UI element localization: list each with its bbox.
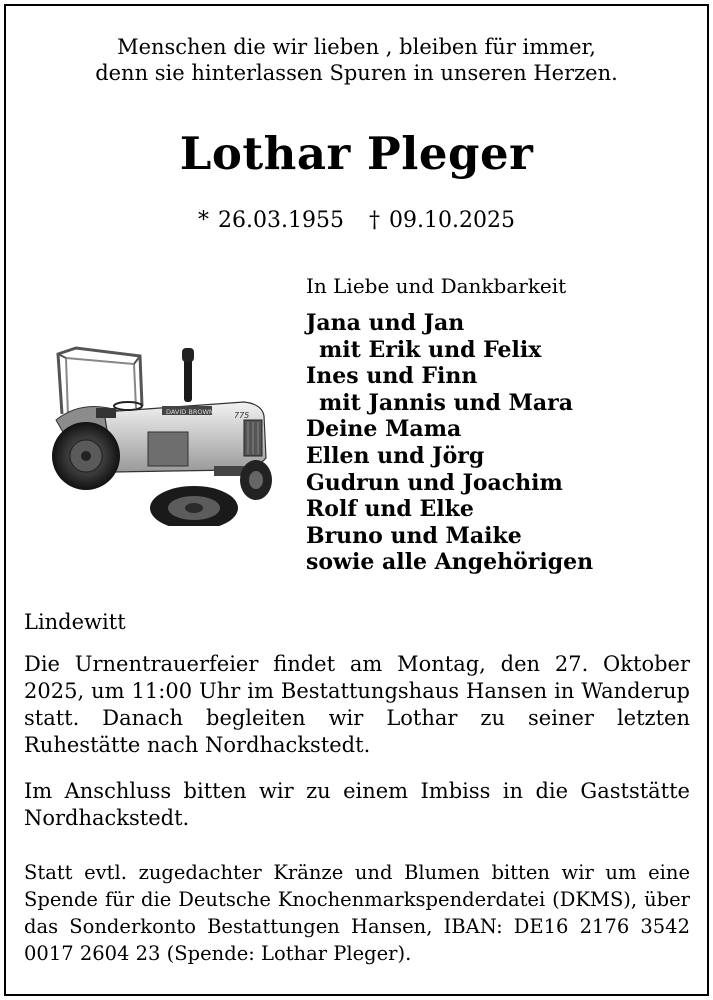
mourner-list	[306, 310, 593, 576]
deceased-name: Lothar Pleger	[179, 127, 534, 180]
mourner-line: Gudrun und Joachim	[306, 469, 563, 496]
service-details: Die Urnentrauerfeier findet am Montag, den 27. Oktober 2025, um 11:00 Uhr im Bestattungshaus Hansen in Wanderup statt. Danach begleiten wir Lothar zu seiner letzten Ruhestätte nach Nordhackstedt.	[24, 652, 690, 757]
birth-date: * 26.03.1955	[198, 208, 344, 233]
dedication: In Liebe und Dankbarkeit	[306, 274, 567, 298]
tractor-image	[44, 336, 276, 526]
mourner-line: mit Erik und Felix	[319, 336, 542, 363]
mourner-line: Deine Mama	[306, 416, 462, 443]
mourner-line: Ellen und Jörg	[306, 442, 485, 469]
mourner-line: Ines und Finn	[306, 363, 478, 390]
mourner-line: Jana und Jan	[306, 310, 465, 336]
obituary-frame	[4, 4, 709, 996]
motto	[6, 34, 707, 86]
svg-text:DAVID BROWN: DAVID BROWN	[166, 408, 214, 416]
mourner-line: Bruno und Maike	[306, 522, 522, 549]
place: Lindewitt	[24, 610, 126, 634]
mourner-line: sowie alle Angehörigen	[306, 549, 594, 576]
motto-line-1: Menschen die wir lieben , bleiben für immer,	[117, 35, 596, 59]
svg-text:775: 775	[234, 411, 250, 420]
mourner-line: mit Jannis und Mara	[319, 389, 573, 416]
death-date: † 09.10.2025	[369, 208, 515, 233]
donation-note: Statt evtl. zugedachter Kränze und Blumen bitten wir um eine Spende für die Deutsche Knochenmarkspenderdatei (DKMS), über das Sonderkonto Bestattungen Hansen, IBAN: DE16 2176 3542 0017 2604 23 (Spende: Lothar Pleger).	[24, 861, 690, 965]
life-dates	[6, 206, 707, 236]
reception-note: Im Anschluss bitten wir zu einem Imbiss in die Gaststätte Nordhackstedt.	[24, 779, 690, 830]
motto-line-2: denn sie hinterlassen Spuren in unseren Herzen.	[95, 61, 618, 85]
mourner-line: Rolf und Elke	[306, 496, 474, 523]
